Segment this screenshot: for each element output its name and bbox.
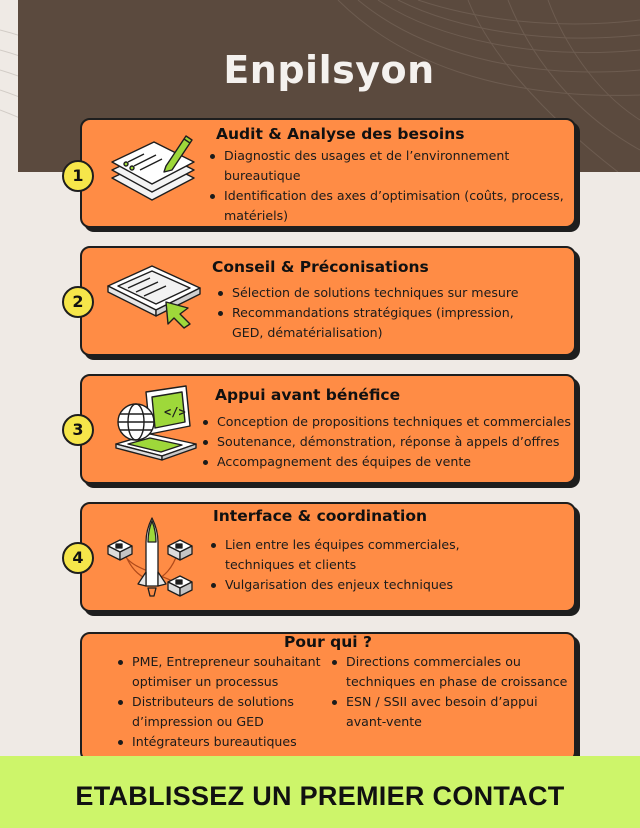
svg-text:</>: </> bbox=[164, 405, 186, 419]
list-item: Conception de propositions techniques et commerciales bbox=[201, 412, 575, 432]
list-item: Distributeurs de solutions d’impression ou GED bbox=[116, 692, 332, 732]
cta-contact-link[interactable]: ETABLISSEZ UN PREMIER CONTACT bbox=[75, 781, 565, 811]
list-item: Soutenance, démonstration, réponse à appels d’offres bbox=[201, 432, 575, 452]
step-bullet-list bbox=[201, 412, 575, 472]
list-item: PME, Entrepreneur souhaitant optimiser un processus bbox=[116, 652, 332, 692]
step-title: Conseil & Préconisations bbox=[212, 258, 429, 276]
laptop-globe-icon bbox=[106, 382, 202, 472]
rocket-network-icon bbox=[102, 512, 202, 604]
step-number-badge: 1 bbox=[62, 160, 94, 192]
list-item: Vulgarisation des enjeux techniques bbox=[209, 575, 569, 595]
step-title: Audit & Analyse des besoins bbox=[216, 125, 465, 143]
list-item: ESN / SSII avec besoin d’appui avant-vente bbox=[330, 692, 574, 732]
list-item: Sélection de solutions techniques sur mesure bbox=[216, 283, 566, 303]
audience-list-right bbox=[330, 652, 574, 732]
page-title: Enpilsyon bbox=[223, 48, 435, 92]
list-item: Recommandations stratégiques (impression, GED, dématérialisation) bbox=[216, 303, 566, 343]
step-number-badge: 2 bbox=[62, 286, 94, 318]
list-item: Accompagnement des équipes de vente bbox=[201, 452, 575, 472]
list-item: Lien entre les équipes commerciales, techniques et clients bbox=[209, 535, 569, 575]
list-item: Diagnostic des usages et de l’environnement bureautique bbox=[208, 146, 568, 186]
step-number-badge: 4 bbox=[62, 542, 94, 574]
browser-cursor-icon bbox=[104, 262, 204, 332]
list-item: Intégrateurs bureautiques bbox=[116, 732, 332, 752]
step-title: Interface & coordination bbox=[213, 507, 428, 525]
step-title: Appui avant bénéfice bbox=[215, 386, 401, 404]
step-bullet-list bbox=[216, 283, 566, 343]
list-item: Identification des axes d’optimisation (coûts, process, matériels) bbox=[208, 186, 568, 226]
audience-list-left bbox=[116, 652, 332, 752]
audience-title: Pour qui ? bbox=[284, 633, 372, 651]
documents-pencil-icon bbox=[104, 128, 200, 212]
step-bullet-list bbox=[208, 146, 568, 226]
step-bullet-list bbox=[209, 535, 569, 595]
list-item: Directions commerciales ou techniques en phase de croissance bbox=[330, 652, 574, 692]
step-number-badge: 3 bbox=[62, 414, 94, 446]
